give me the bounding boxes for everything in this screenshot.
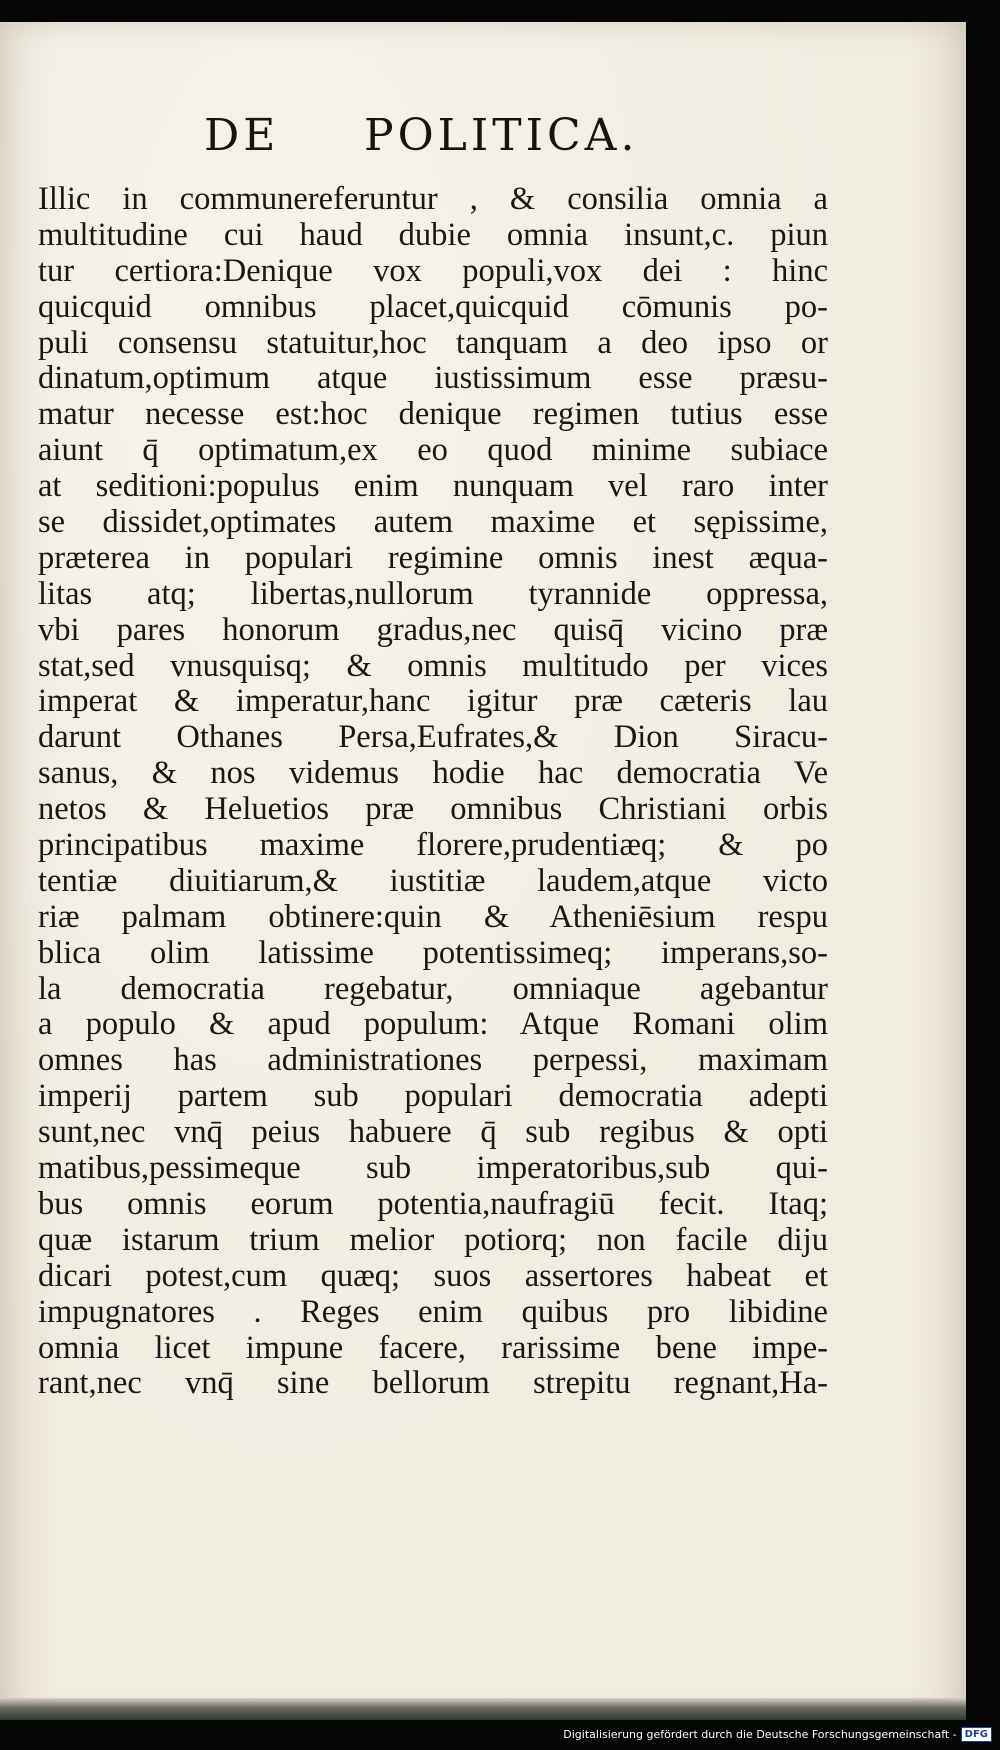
text-line: stat,sed vnusquisq; & omnis multitudo per vices bbox=[38, 647, 828, 684]
text-line: quicquid omnibus placet,quicquid cōmunis po- bbox=[38, 288, 828, 325]
text-line: matibus,pessimeque sub imperatoribus,sub qui- bbox=[38, 1150, 828, 1187]
text-line: sanus, & nos videmus hodie hac democratia Ve bbox=[38, 755, 828, 792]
text-line: rant,nec vnq̄ sine bellorum strepitu regnant,Ha- bbox=[38, 1365, 828, 1402]
digitization-credit bbox=[563, 1727, 992, 1742]
text-line: vbi pares honorum gradus,nec quisq̄ vicino præ bbox=[38, 611, 828, 648]
text-line: præterea in populari regimine omnis inest æqua- bbox=[38, 539, 828, 576]
text-line: aiunt q̄ optimatum,ex eo quod minime subiace bbox=[38, 432, 828, 469]
text-line: a populo & apud populum: Atque Romani olim bbox=[38, 1006, 828, 1043]
page-bottom-edge bbox=[0, 1698, 966, 1720]
footer-bar bbox=[0, 1720, 1000, 1750]
text-line: darunt Othanes Persa,Eufrates,& Dion Siracu- bbox=[38, 719, 828, 756]
dfg-logo: DFG bbox=[961, 1727, 992, 1742]
text-line: dinatum,optimum atque iustissimum esse præsu- bbox=[38, 360, 828, 397]
book-page bbox=[0, 22, 966, 1720]
text-line: bus omnis eorum potentia,naufragiū fecit. Itaq; bbox=[38, 1185, 828, 1222]
credit-text: Digitalisierung gefördert durch die Deutsche Forschungsgemeinschaft - bbox=[563, 1728, 957, 1741]
text-line: quæ istarum trium melior potiorq; non facile diju bbox=[38, 1221, 828, 1258]
text-line: se dissidet,optimates autem maxime et sępissime, bbox=[38, 504, 828, 541]
text-line: Illic in communereferuntur , & consilia omnia a bbox=[38, 181, 828, 217]
text-line: tentiæ diuitiarum,& iustitiæ laudem,atque victo bbox=[38, 862, 828, 899]
text-line: netos & Heluetios præ omnibus Christiani orbis bbox=[38, 791, 828, 828]
text-line: litas atq; libertas,nullorum tyrannide oppressa, bbox=[38, 575, 828, 612]
text-line: la democratia regebatur, omniaque agebantur bbox=[38, 970, 828, 1007]
text-line: impugnatores . Reges enim quibus pro libidine bbox=[38, 1293, 828, 1330]
text-line: imperij partem sub populari democratia adepti bbox=[38, 1078, 828, 1115]
text-line: tur certiora:Denique vox populi,vox dei : hinc bbox=[38, 252, 828, 289]
text-line: sunt,nec vnq̄ peius habuere q̄ sub regibus & opti bbox=[38, 1114, 828, 1151]
text-line: matur necesse est:hoc denique regimen tutius esse bbox=[38, 396, 828, 433]
running-head-word-de: DE bbox=[204, 110, 280, 161]
text-line: dicari potest,cum quæq; suos assertores habeat et bbox=[38, 1257, 828, 1294]
text-line: at seditioni:populus enim nunquam vel raro inter bbox=[38, 468, 828, 505]
text-line: riæ palmam obtinere:quin & Atheniēsium respu bbox=[38, 898, 828, 935]
text-line: puli consensu statuitur,hoc tanquam a deo ipso or bbox=[38, 324, 828, 361]
text-line: omnia licet impune facere, rarissime bene impe- bbox=[38, 1329, 828, 1366]
text-line: imperat & imperatur,hanc igitur præ cæteris lau bbox=[38, 683, 828, 720]
text-line: omnes has administrationes perpessi, maximam bbox=[38, 1042, 828, 1079]
text-line: principatibus maxime florere,prudentiæq; & po bbox=[38, 827, 828, 864]
running-head-word-politica: POLITICA. bbox=[364, 110, 639, 161]
text-line: blica olim latissime potentissimeq; imperans,so- bbox=[38, 934, 828, 971]
text-line: multitudine cui haud dubie omnia insunt,c. piun bbox=[38, 216, 828, 253]
body-text bbox=[38, 182, 828, 1402]
